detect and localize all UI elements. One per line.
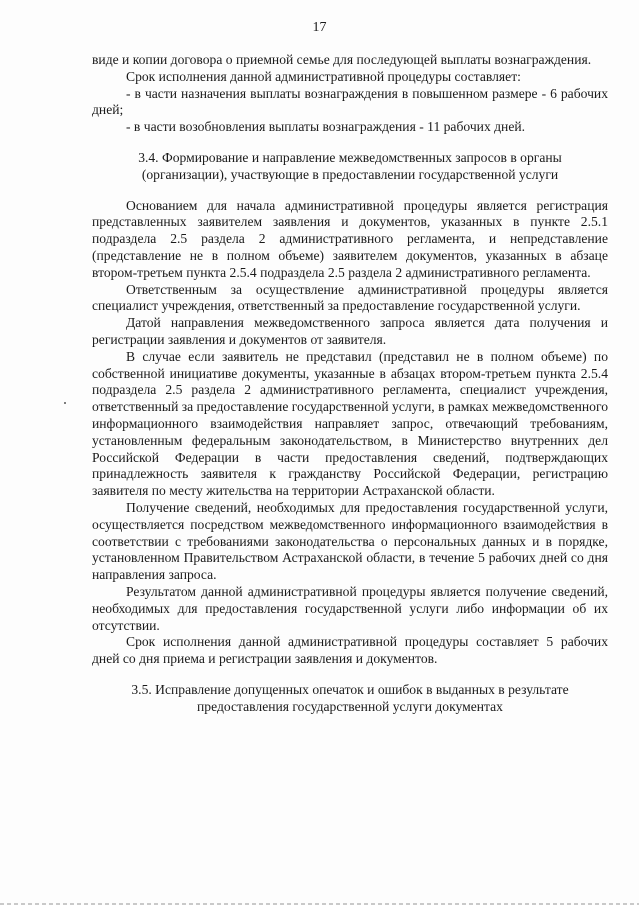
list-item-deadline-resume: - в части возобновления выплаты вознаграждения - 11 рабочих дней. <box>126 119 526 135</box>
paragraph-deadline-intro: Срок исполнения данной административной процедуры составляет: <box>126 68 521 84</box>
section-heading-3-4-line-2: (организации), участвующие в предоставлении государственной услуги <box>141 166 559 182</box>
section-heading-3-4-line-1: 3.4. Формирование и направление межведомственных запросов в органы <box>138 149 562 165</box>
page-number: 17 <box>312 20 327 35</box>
paragraph-interagency-request: В случае если заявитель не представил (представил не в полном объеме) по собственной инициативе документы, указанные в абзацах втором-третьем пункта 2.5.4 подраздела 2.5 раздела 2 административного регламента, специалист учреждения, ответственный за предоставление государственной услуги, в рамках межведомственного информационного взаимодействия направляет запрос, отвечающий требованиям, установленным федеральным законодательством, в Министерство внутренних дел Российской Федерации в части предоставления сведений, подтверждающих принадлежность заявителя к гражданству Российской Федерации, регистрацию заявителя по месту жительства на территории Астраханской области. <box>92 348 608 499</box>
document-body <box>92 52 608 715</box>
paragraph-request-date: Датой направления межведомственного запроса является дата получения и регистрации заявления и документов от заявителя. <box>92 315 608 347</box>
paragraph-result: Результатом данной административной процедуры является получение сведений, необходимых для предоставления государственной услуги либо информации об их отсутствии. <box>92 583 608 633</box>
paragraph-obtaining-info: Получение сведений, необходимых для предоставления государственной услуги, осуществляется посредством межведомственного информационного взаимодействия в соответствии с требованиями законодательства о персональных данных и в порядке, установленном Правительством Астраханской области, в течение 5 рабочих дней со дня направления запроса. <box>92 499 608 583</box>
paragraph-basis: Основанием для начала административной процедуры является регистрация представленных заявителем заявления и документов, указанных в пункте 2.5.1 подраздела 2.5 раздела 2 административного регламента, и непредставление (представление не в полном объеме) заявителем документов, указанных в абзаце втором-третьем пункта 2.5.4 подраздела 2.5 раздела 2 административного регламента. <box>92 197 608 280</box>
scan-speck <box>64 402 66 404</box>
list-item-deadline-increase: - в части назначения выплаты вознаграждения в повышенном размере - 6 рабочих дней; <box>92 85 608 118</box>
section-heading-3-5-line-2: предоставления государственной услуги документах <box>197 698 503 714</box>
paragraph-continuation: виде и копии договора о приемной семье для последующей выплаты вознаграждения. <box>92 52 592 67</box>
section-heading-3-5 <box>92 682 608 716</box>
paragraph-responsible: Ответственным за осуществление административной процедуры является специалист учреждения, ответственный за предоставление государственной услуги. <box>92 281 608 314</box>
section-heading-3-4 <box>92 150 608 184</box>
section-heading-3-5-line-1: 3.5. Исправление допущенных опечаток и ошибок в выданных в результате <box>131 681 569 697</box>
paragraph-deadline: Срок исполнения данной административной процедуры составляет 5 рабочих дней со дня приема и регистрации заявления и документов. <box>92 634 608 667</box>
